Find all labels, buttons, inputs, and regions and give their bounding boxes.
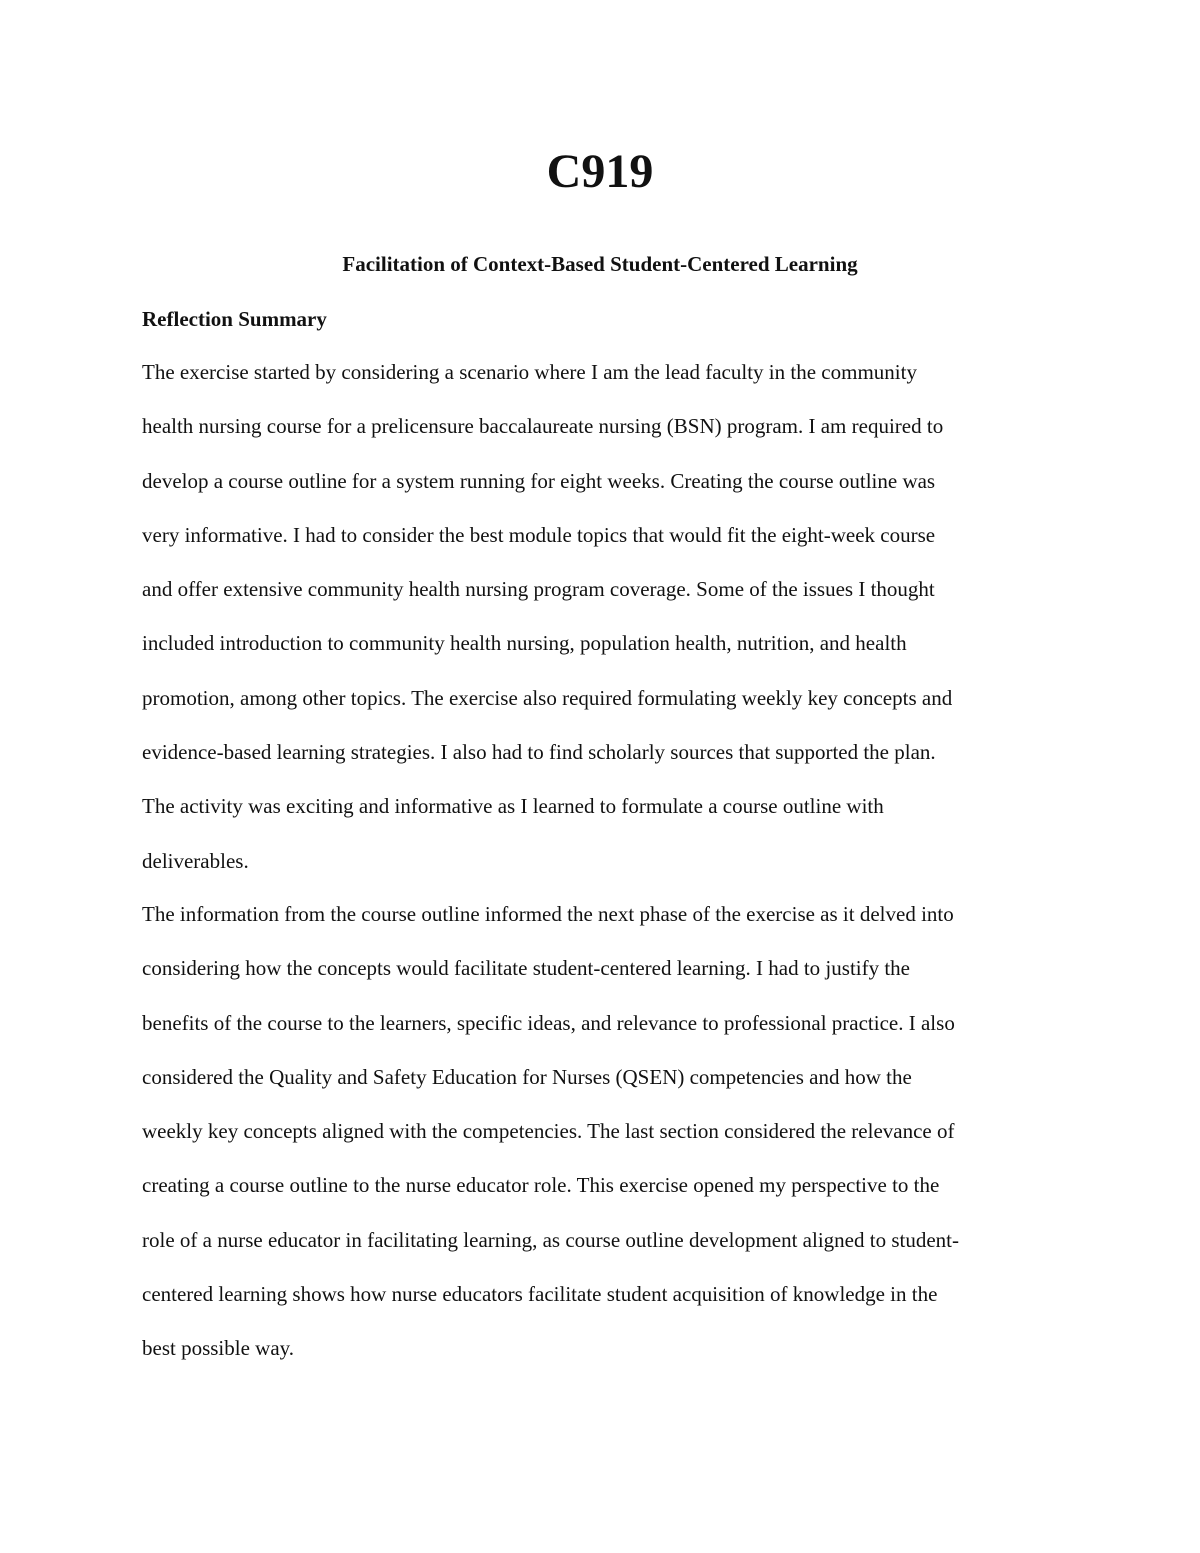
document-subtitle: Facilitation of Context-Based Student-Centered Learning — [342, 252, 858, 276]
paragraph-line: weekly key concepts aligned with the competencies. The last section considered the relevance of — [142, 1119, 955, 1144]
paragraph-line: and offer extensive community health nursing program coverage. Some of the issues I thought — [142, 577, 935, 602]
paragraph-line: The information from the course outline informed the next phase of the exercise as it delved into — [142, 902, 954, 926]
paragraph-line: included introduction to community health nursing, population health, nutrition, and health — [142, 631, 907, 656]
paragraph-line: centered learning shows how nurse educators facilitate student acquisition of knowledge in the — [142, 1282, 938, 1307]
paragraph-line: deliverables. — [142, 848, 249, 873]
paragraph-line: considered the Quality and Safety Education for Nurses (QSEN) competencies and how the — [142, 1064, 912, 1089]
paragraph-2 — [142, 900, 1072, 1389]
paragraph-line: develop a course outline for a system running for eight weeks. Creating the course outline was — [142, 468, 936, 493]
paragraph-line: considering how the concepts would facilitate student-centered learning. I had to justify the — [142, 956, 911, 981]
paragraph-line: best possible way. — [142, 1336, 295, 1361]
document-title: C919 — [546, 145, 654, 198]
paragraph-line: The activity was exciting and informative as I learned to formulate a course outline with — [142, 794, 884, 819]
paragraph-line: promotion, among other topics. The exercise also required formulating weekly key concepts and — [142, 685, 953, 710]
paragraph-line: The exercise started by considering a scenario where I am the lead faculty in the community — [142, 360, 917, 384]
section-heading: Reflection Summary — [142, 307, 327, 331]
paragraph-line: very informative. I had to consider the best module topics that would fit the eight-week course — [142, 522, 936, 547]
paragraph-line: evidence-based learning strategies. I also had to find scholarly sources that supported the plan. — [142, 740, 936, 765]
paragraph-1 — [142, 358, 1072, 901]
paragraph-line: benefits of the course to the learners, specific ideas, and relevance to professional practice. I also — [142, 1010, 955, 1035]
paragraph-line: creating a course outline to the nurse educator role. This exercise opened my perspective to the — [142, 1173, 940, 1198]
paragraph-line: health nursing course for a prelicensure baccalaureate nursing (BSN) program. I am required to — [142, 414, 944, 439]
paragraph-line: role of a nurse educator in facilitating learning, as course outline development aligned to student- — [142, 1227, 959, 1252]
